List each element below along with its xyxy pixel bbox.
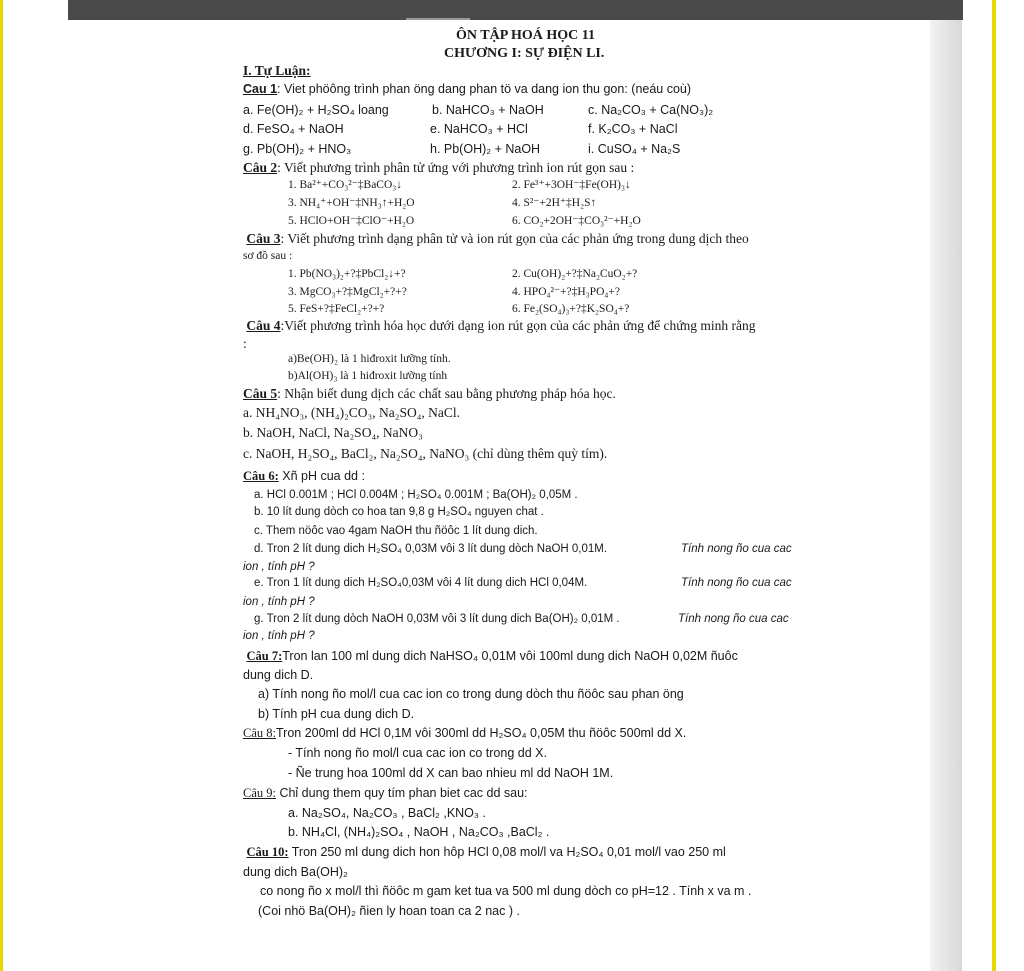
q6-item-a: a. HCl 0.001M ; HCl 0.004M ; H₂SO₄ 0.001M ; Ba(OH)₂ 0,05M . bbox=[254, 489, 578, 501]
window-border-right bbox=[992, 0, 996, 971]
q3-item: 5. FeS+?‡FeCl₂+?+? bbox=[288, 303, 385, 315]
q2-text: : Viết phương trình phân tử ứng với phương trình ion rút gọn sau : bbox=[277, 160, 635, 175]
q3-text2: sơ đồ sau : bbox=[243, 250, 293, 262]
q1-item: b. NaHCO₃ + NaOH bbox=[432, 103, 544, 117]
q8-item-a: - Tính nong ño mol/l cua cac ion co trong dd X. bbox=[288, 746, 547, 760]
q3-item: 6. Fe₂(SO₄)₃+?‡K₂SO₄+? bbox=[512, 303, 630, 315]
q6-item-e-tail: Tính nong ño cua cac bbox=[681, 577, 792, 589]
q1-item: i. CuSO₄ + Na₂S bbox=[588, 142, 681, 156]
q6-ion-1: ion , tính pH ? bbox=[243, 561, 315, 573]
q1-line bbox=[243, 81, 691, 97]
doc-title: ÔN TẬP HOÁ HỌC 11 bbox=[456, 28, 595, 43]
q4-head: Câu 4 bbox=[246, 318, 281, 333]
q5-text: : Nhận biết dung dịch các chất sau bằng phương pháp hóa học. bbox=[277, 386, 616, 401]
q2-item: 2. Fe³⁺+3OH⁻‡Fe(OH)₃↓ bbox=[512, 179, 631, 191]
q8-item-b: - Ñe trung hoa 100ml dd X can bao nhieu ml dd NaOH 1M. bbox=[288, 766, 614, 780]
q6-ion-2: ion , tính pH ? bbox=[243, 596, 315, 608]
q4-colon: : bbox=[243, 336, 247, 351]
q6-item-g: g. Tron 2 lít dung dòch NaOH 0,03M vôi 3 lít dung dich Ba(OH)₂ 0,01M . bbox=[254, 613, 620, 625]
q1-item: a. Fe(OH)₂ + H₂SO₄ loang bbox=[243, 103, 389, 117]
doc-chapter: CHƯƠNG I: SỰ ĐIỆN LI. bbox=[444, 46, 605, 61]
q1-item: e. NaHCO₃ + HCl bbox=[430, 122, 528, 136]
q1-item: g. Pb(OH)₂ + HNO₃ bbox=[243, 142, 352, 156]
q1-item: d. FeSO₄ + NaOH bbox=[243, 122, 344, 136]
q6-head: Câu 6: bbox=[243, 469, 279, 483]
q7-item-b: b) Tính pH cua dung dich D. bbox=[258, 707, 415, 721]
q7-text2: dung dich D. bbox=[243, 668, 314, 682]
q2-item: 3. NH₄⁺+OH⁻‡NH₃↑+H₂O bbox=[288, 197, 415, 209]
q4-line bbox=[243, 318, 756, 334]
q2-item: 5. HClO+OH⁻‡ClO⁻+H₂O bbox=[288, 215, 415, 227]
q6-text: Xñ pH cua dd : bbox=[278, 469, 365, 483]
q6-item-c: c. Them nöôc vao 4gam NaOH thu ñöôc 1 lít dung dich. bbox=[254, 525, 538, 537]
q9-line bbox=[243, 785, 528, 801]
q5-line bbox=[243, 386, 616, 402]
q6-item-d-tail: Tính nong ño cua cac bbox=[681, 543, 792, 555]
q6-item-b: b. 10 lít dung dòch co hoa tan 9,8 g H₂SO₄ nguyen chat . bbox=[254, 506, 544, 518]
q10-head: Câu 10: bbox=[246, 845, 289, 859]
q2-item: 4. S²⁻+2H⁺‡H₂S↑ bbox=[512, 197, 597, 209]
q1-text: : Viet phöông trình phan öng dang phan tö va dang ion thu gon: (neáu coù) bbox=[277, 82, 692, 96]
q4-item-b: b)Al(OH)₃ là 1 hiđroxit lưỡng tính bbox=[288, 370, 448, 382]
q6-item-e: e. Tron 1 lít dung dich H₂SO₄0,03M vôi 4 lít dung dich HCl 0,04M. bbox=[254, 577, 588, 589]
window-border-left bbox=[0, 0, 3, 971]
q1-item: f. K₂CO₃ + NaCl bbox=[588, 122, 678, 136]
q10-text: Tron 250 ml dung dich hon hôp HCl 0,08 mol/l va H₂SO₄ 0,01 mol/l vao 250 ml bbox=[288, 845, 726, 859]
q1-item: h. Pb(OH)₂ + NaOH bbox=[430, 142, 541, 156]
q2-item: 1. Ba²⁺+CO₃²⁻‡BaCO₃↓ bbox=[288, 179, 403, 191]
document-page bbox=[68, 20, 930, 971]
q1-head: Cau 1 bbox=[243, 82, 278, 96]
q3-item: 2. Cu(OH)₂+?‡Na₂CuO₂+? bbox=[512, 268, 638, 280]
section-title: I. Tự Luận: bbox=[243, 63, 311, 78]
q5-head: Câu 5 bbox=[243, 386, 278, 401]
q8-text: Tron 200ml dd HCl 0,1M vôi 300ml dd H₂SO₄ 0,05M thu ñöôc 500ml dd X. bbox=[275, 726, 687, 740]
q3-item: 4. HPO₄²⁻+?‡H₃PO₄+? bbox=[512, 286, 620, 298]
page-shadow bbox=[930, 20, 962, 971]
q3-line bbox=[243, 231, 749, 247]
q9-head: Câu 9: bbox=[243, 786, 276, 800]
q6-item-d: d. Tron 2 lít dung dich H₂SO₄ 0,03M vôi 3 lít dung dòch NaOH 0,01M. bbox=[254, 543, 608, 555]
q5-item-b: b. NaOH, NaCl, Na₂SO₄, NaNO₃ bbox=[243, 425, 423, 440]
q9-text: Chỉ dung them quy tím phan biet cac dd sau: bbox=[275, 786, 528, 800]
q3-item: 1. Pb(NO₃)₂+?‡PbCl₂↓+? bbox=[288, 268, 406, 280]
q5-item-c: c. NaOH, H₂SO₄, BaCl₂, Na₂SO₄, NaNO₃ (chỉ dùng thêm quỳ tím). bbox=[243, 446, 608, 461]
q8-head: Câu 8: bbox=[243, 726, 276, 740]
q10-text3: co nong ño x mol/l thì ñöôc m gam ket tua va 500 ml dung dòch co pH=12 . Tính x va m . bbox=[260, 884, 752, 898]
q7-item-a: a) Tính nong ño mol/l cua cac ion co trong dung dòch thu ñöôc sau phan öng bbox=[258, 687, 684, 701]
viewer-toolbar bbox=[68, 0, 963, 20]
q6-line bbox=[243, 468, 365, 484]
q10-line bbox=[243, 844, 726, 860]
q9-item-a: a. Na₂SO₄, Na₂CO₃ , BaCl₂ ,KNO₃ . bbox=[288, 806, 486, 820]
q3-text: : Viết phương trình dạng phân tử và ion rút gọn của các phản ứng trong dung dịch theo bbox=[280, 231, 749, 246]
q2-line bbox=[243, 160, 634, 176]
q5-item-a: a. NH₄NO₃, (NH₄)₂CO₃, Na₂SO₄, NaCl. bbox=[243, 405, 461, 420]
q10-text2: dung dich Ba(OH)₂ bbox=[243, 865, 348, 879]
q6-item-g-tail: Tính nong ño cua cac bbox=[678, 613, 789, 625]
q3-item: 3. MgCO₃+?‡MgCl₂+?+? bbox=[288, 286, 407, 298]
q4-item-a: a)Be(OH)₂ là 1 hiđroxit lưỡng tính. bbox=[288, 353, 451, 365]
q7-line bbox=[243, 648, 738, 664]
q7-head: Câu 7: bbox=[246, 649, 283, 663]
q2-head: Câu 2 bbox=[243, 160, 278, 175]
q6-ion-3: ion , tính pH ? bbox=[243, 630, 315, 642]
q2-item: 6. CO₂+2OH⁻‡CO₃²⁻+H₂O bbox=[512, 215, 641, 227]
q9-item-b: b. NH₄Cl, (NH₄)₂SO₄ , NaOH , Na₂CO₃ ,BaCl₂ . bbox=[288, 825, 550, 839]
q3-head: Câu 3 bbox=[246, 231, 281, 246]
q7-text: Tron lan 100 ml dung dich NaHSO₄ 0,01M vôi 100ml dung dich NaOH 0,02M ñuôc bbox=[282, 649, 738, 663]
q4-text: :Viết phương trình hóa học dưới dạng ion rút gọn của các phản ứng để chứng minh rằng bbox=[280, 318, 756, 333]
q10-text4: (Coi nhö Ba(OH)₂ ñien ly hoan toan ca 2 nac ) . bbox=[258, 904, 520, 918]
q1-item: c. Na₂CO₃ + Ca(NO₃)₂ bbox=[588, 103, 714, 117]
q8-line bbox=[243, 725, 686, 741]
